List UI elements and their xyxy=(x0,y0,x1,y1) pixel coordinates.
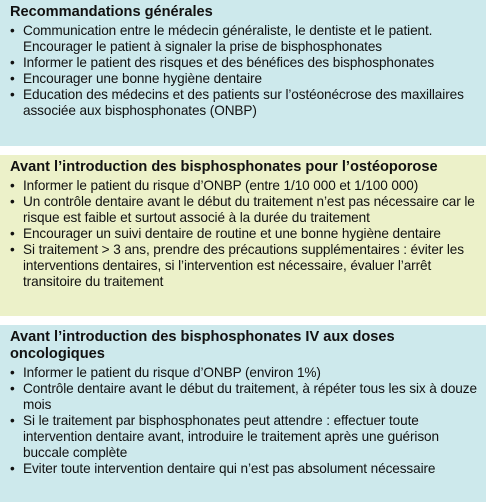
list-item xyxy=(10,413,478,461)
list-item xyxy=(10,226,478,242)
list-item-text: Eviter toute intervention dentaire qui n’est pas absolument nécessaire xyxy=(23,461,436,476)
bullet-icon: • xyxy=(10,194,15,209)
bullet-icon: • xyxy=(10,365,15,380)
list-item xyxy=(10,87,478,119)
list-item xyxy=(10,23,478,55)
section-title: Avant l’introduction des bisphosphonates IV aux doses oncologiques xyxy=(10,329,395,362)
section-osteoporosis xyxy=(0,146,486,316)
section-general-recommendations xyxy=(0,0,486,146)
bullet-icon: • xyxy=(10,461,15,476)
list-item-text: Encourager un suivi dentaire de routine et une bonne hygiène dentaire xyxy=(23,226,441,241)
list-item-text: Informer le patient du risque d’ONBP (environ 1%) xyxy=(23,365,321,380)
bullet-list xyxy=(10,23,478,119)
list-item-text: Education des médecins et des patients sur l’ostéonécrose des maxillaires associée aux bisphosphonates (ONBP) xyxy=(23,87,464,118)
bullet-icon: • xyxy=(10,55,15,70)
bullet-icon: • xyxy=(10,226,15,241)
list-item-text: Communication entre le médecin généraliste, le dentiste et le patient. Encourager le patient à signaler la prise de bisphosphonates xyxy=(23,23,433,54)
section-iv-oncology xyxy=(0,316,486,502)
list-item-text: Un contrôle dentaire avant le début du traitement n’est pas nécessaire car le risque est faible et surtout associé à la durée du traitement xyxy=(23,194,475,225)
list-item xyxy=(10,461,478,477)
list-item-text: Contrôle dentaire avant le début du traitement, à répéter tous les six à douze mois xyxy=(23,381,477,412)
bullet-icon: • xyxy=(10,413,15,428)
bullet-icon: • xyxy=(10,381,15,396)
list-item xyxy=(10,71,478,87)
list-item-text: Si le traitement par bisphosphonates peut attendre : effectuer toute intervention dentaire avant, introduire le traitement après une guérison buccale complète xyxy=(23,413,439,460)
list-item-text: Informer le patient du risque d’ONBP (entre 1/10 000 et 1/100 000) xyxy=(23,178,419,193)
bullet-icon: • xyxy=(10,71,15,86)
list-item xyxy=(10,381,478,413)
bullet-list xyxy=(10,365,478,477)
list-item xyxy=(10,178,478,194)
bullet-icon: • xyxy=(10,178,15,193)
list-item xyxy=(10,194,478,226)
list-item xyxy=(10,365,478,381)
bullet-icon: • xyxy=(10,23,15,38)
list-item-text: Encourager une bonne hygiène dentaire xyxy=(23,71,262,86)
section-title: Avant l’introduction des bisphosphonates pour l’ostéoporose xyxy=(10,159,438,175)
bullet-list xyxy=(10,178,478,290)
list-item-text: Informer le patient des risques et des bénéfices des bisphosphonates xyxy=(23,55,435,70)
list-item-text: Si traitement > 3 ans, prendre des précautions supplémentaires : éviter les interventions dentaires, si l’intervention est nécessaire, évaluer l’arrêt transitoire du traitement xyxy=(23,242,464,289)
list-item xyxy=(10,242,478,290)
bullet-icon: • xyxy=(10,242,15,257)
section-title: Recommandations générales xyxy=(10,4,213,20)
list-item xyxy=(10,55,478,71)
bullet-icon: • xyxy=(10,87,15,102)
